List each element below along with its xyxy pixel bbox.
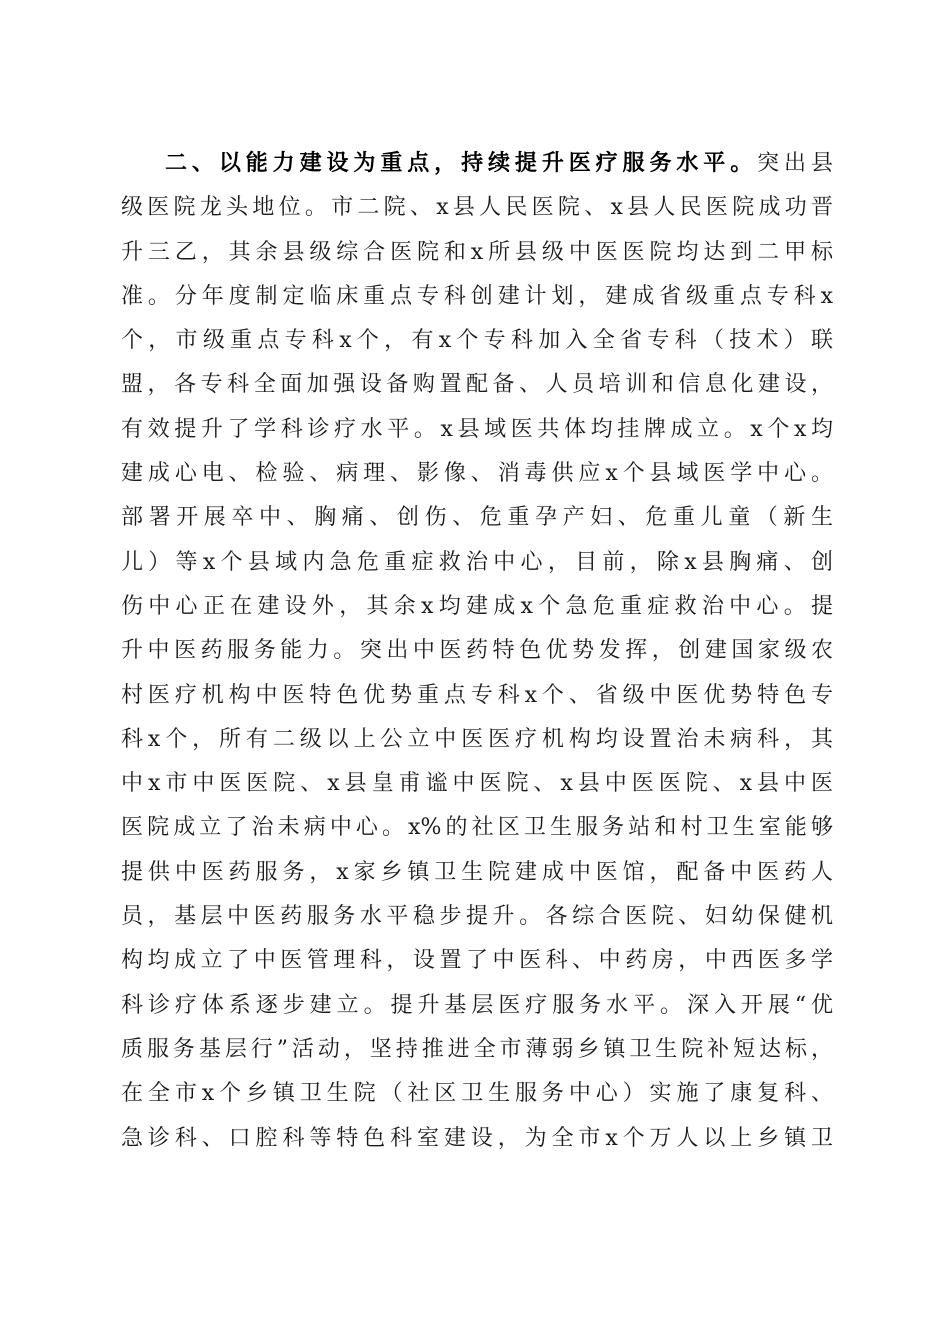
text-line: 中x市中医医院、x县皇甫谧中医院、x县中医医院、x县中医 [121, 771, 833, 797]
text-line: 升三乙，其余县级综合医院和x所县级中医医院均达到二甲标 [121, 239, 833, 265]
text-line: 伤中心正在建设外，其余x均建成x个急危重症救治中心。提 [121, 593, 833, 619]
paragraph-first-line [121, 142, 833, 186]
text-line: 级医院龙头地位。市二院、x县人民医院、x县人民医院成功晋 [121, 195, 833, 221]
text-line: 医院成立了治未病中心。x%的社区卫生服务站和村卫生室能够 [121, 815, 833, 841]
section-heading: 二、以能力建设为重点，持续提升医疗服务水平。 [165, 151, 758, 176]
text-line: 升中医药服务能力。突出中医药特色优势发挥，创建国家级农 [121, 638, 833, 664]
text-line: 员，基层中医药服务水平稳步提升。各综合医院、妇幼保健机 [121, 904, 833, 930]
text-line: 科x个，所有二级以上公立中医医疗机构均设置治未病科，其 [121, 726, 833, 752]
text-line: 科诊疗体系逐步建立。提升基层医疗服务水平。深入开展“优 [121, 992, 833, 1018]
text-line: 儿）等x个县域内急危重症救治中心，目前，除x县胸痛、创 [121, 549, 833, 575]
text-line: 急诊科、口腔科等特色科室建设，为全市x个万人以上乡镇卫 [121, 1125, 833, 1151]
text-line: 构均成立了中医管理科，设置了中医科、中药房，中西医多学 [121, 948, 833, 974]
text-line: 质服务基层行”活动，坚持推进全市薄弱乡镇卫生院补短达标， [121, 1036, 833, 1062]
text-line: 个，市级重点专科x个，有x个专科加入全省专科（技术）联 [121, 328, 833, 354]
text-line: 建成心电、检验、病理、影像、消毒供应x个县域医学中心。 [121, 461, 833, 487]
text-line: 有效提升了学科诊疗水平。x县域医共体均挂牌成立。x个x均 [121, 416, 833, 442]
first-line-text: 突出县 [757, 151, 833, 176]
text-line: 提供中医药服务，x家乡镇卫生院建成中医馆，配备中医药人 [121, 859, 833, 885]
text-line: 盟，各专科全面加强设备购置配备、人员培训和信息化建设， [121, 372, 833, 398]
text-line: 部署开展卒中、胸痛、创伤、危重孕产妇、危重儿童（新生 [121, 505, 833, 531]
text-line: 村医疗机构中医特色优势重点专科x个、省级中医优势特色专 [121, 682, 833, 708]
text-line: 准。分年度制定临床重点专科创建计划，建成省级重点专科x [121, 283, 833, 309]
text-line: 在全市x个乡镇卫生院（社区卫生服务中心）实施了康复科、 [121, 1081, 833, 1107]
body-paragraph [121, 142, 833, 1161]
